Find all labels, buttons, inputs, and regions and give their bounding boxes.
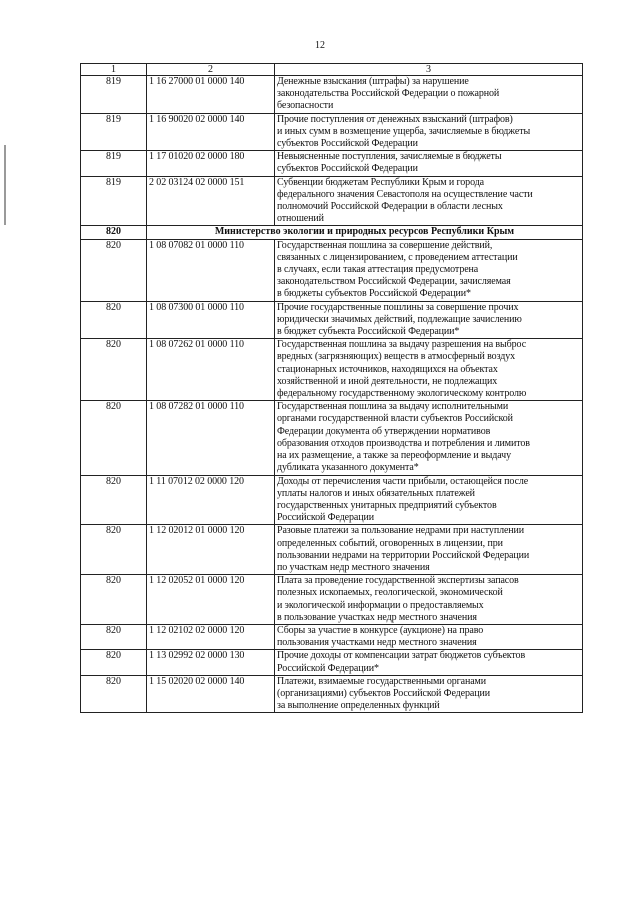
budget-code-cell: 1 12 02102 02 0000 120 <box>147 624 275 649</box>
table-row <box>81 675 583 713</box>
admin-code-cell: 820 <box>81 339 147 401</box>
admin-code-cell: 820 <box>81 575 147 625</box>
budget-code-cell: 2 02 03124 02 0000 151 <box>147 176 275 226</box>
admin-code-cell: 819 <box>81 113 147 151</box>
budget-code-cell: 1 16 27000 01 0000 140 <box>147 76 275 114</box>
table-row <box>81 339 583 401</box>
revenue-name-cell: Прочие доходы от компенсации затрат бюджетов субъектов Российской Федерации* <box>275 650 583 675</box>
budget-code-cell: 1 17 01020 02 0000 180 <box>147 151 275 176</box>
budget-code-cell: 1 12 02052 01 0000 120 <box>147 575 275 625</box>
revenue-name-cell: Сборы за участие в конкурсе (аукционе) на право пользования участками недр местного значения <box>275 624 583 649</box>
table-row <box>81 575 583 625</box>
header-col-2: 2 <box>147 64 275 76</box>
admin-code-cell: 819 <box>81 76 147 114</box>
admin-code-cell: 820 <box>81 624 147 649</box>
revenue-name-cell: Государственная пошлина за совершение действий, связанных с лицензированием, с проведением аттестации в случаях, если такая аттестация предусмотрена законодательством Российской Федерации, зачисляемая в бюджеты субъектов Российской Федерации* <box>275 239 583 301</box>
table-row <box>81 176 583 226</box>
table-row <box>81 151 583 176</box>
table-row <box>81 475 583 525</box>
table-row <box>81 76 583 114</box>
revenue-name-cell: Доходы от перечисления части прибыли, остающейся после уплаты налогов и иных обязательных платежей государственных унитарных предприятий субъектов Российской Федерации <box>275 475 583 525</box>
budget-code-cell: 1 12 02012 01 0000 120 <box>147 525 275 575</box>
admin-code-cell: 820 <box>81 525 147 575</box>
section-title-cell: Министерство экологии и природных ресурсов Республики Крым <box>147 226 583 239</box>
budget-code-cell: 1 11 07012 02 0000 120 <box>147 475 275 525</box>
revenue-name-cell: Государственная пошлина за выдачу разрешения на выброс вредных (загрязняющих) веществ в атмосферный воздух стационарных источников, находящихся на объектах хозяйственной и иной деятельности, не подлежащих федеральному государственному экологическому контролю <box>275 339 583 401</box>
budget-code-cell: 1 08 07300 01 0000 110 <box>147 301 275 339</box>
table-row <box>81 650 583 675</box>
table-header-row <box>81 64 583 76</box>
admin-code-cell: 820 <box>81 239 147 301</box>
budget-code-cell: 1 16 90020 02 0000 140 <box>147 113 275 151</box>
table-body <box>81 76 583 713</box>
budget-codes-table <box>80 63 583 713</box>
revenue-name-cell: Платежи, взимаемые государственными органами (организациями) субъектов Российской Федерации за выполнение определенных функций <box>275 675 583 713</box>
revenue-name-cell: Прочие государственные пошлины за совершение прочих юридически значимых действий, подлежащие зачислению в бюджет субъекта Российской Федерации* <box>275 301 583 339</box>
budget-code-cell: 1 08 07082 01 0000 110 <box>147 239 275 301</box>
budget-code-cell: 1 08 07282 01 0000 110 <box>147 401 275 475</box>
admin-code-cell: 820 <box>81 650 147 675</box>
admin-code-cell: 819 <box>81 176 147 226</box>
revenue-name-cell: Субвенции бюджетам Республики Крым и города федерального значения Севастополя на осуществление части полномочий Российской Федерации в области лесных отношений <box>275 176 583 226</box>
revenue-name-cell: Плата за проведение государственной экспертизы запасов полезных ископаемых, геологической, экономической и экологической информации о предоставляемых в пользование участках недр местного значения <box>275 575 583 625</box>
budget-code-cell: 1 08 07262 01 0000 110 <box>147 339 275 401</box>
revenue-name-cell: Государственная пошлина за выдачу исполнительными органами государственной власти субъектов Российской Федерации документа об утверждении нормативов образования отходов производства и потребления и лимитов на их размещение, а также за переоформление и выдачу дубликата указанного документа* <box>275 401 583 475</box>
admin-code-cell: 820 <box>81 475 147 525</box>
admin-code-cell: 820 <box>81 226 147 239</box>
admin-code-cell: 820 <box>81 401 147 475</box>
table-row <box>81 113 583 151</box>
table-row <box>81 239 583 301</box>
table-row <box>81 525 583 575</box>
budget-code-cell: 1 13 02992 02 0000 130 <box>147 650 275 675</box>
table-row <box>81 301 583 339</box>
revenue-name-cell: Денежные взыскания (штрафы) за нарушение законодательства Российской Федерации о пожарной безопасности <box>275 76 583 114</box>
admin-code-cell: 820 <box>81 675 147 713</box>
admin-code-cell: 820 <box>81 301 147 339</box>
table-row <box>81 624 583 649</box>
page-number: 12 <box>315 40 325 51</box>
section-header-row <box>81 226 583 239</box>
revenue-name-cell: Прочие поступления от денежных взысканий (штрафов) и иных сумм в возмещение ущерба, зачисляемые в бюджеты субъектов Российской Федерации <box>275 113 583 151</box>
budget-code-cell: 1 15 02020 02 0000 140 <box>147 675 275 713</box>
table-row <box>81 401 583 475</box>
header-col-1: 1 <box>81 64 147 76</box>
scan-margin-mark <box>4 145 6 225</box>
header-col-3: 3 <box>275 64 583 76</box>
revenue-name-cell: Невыясненные поступления, зачисляемые в бюджеты субъектов Российской Федерации <box>275 151 583 176</box>
admin-code-cell: 819 <box>81 151 147 176</box>
revenue-name-cell: Разовые платежи за пользование недрами при наступлении определенных событий, оговоренных в лицензии, при пользовании недрами на территории Российской Федерации по участкам недр местного значения <box>275 525 583 575</box>
